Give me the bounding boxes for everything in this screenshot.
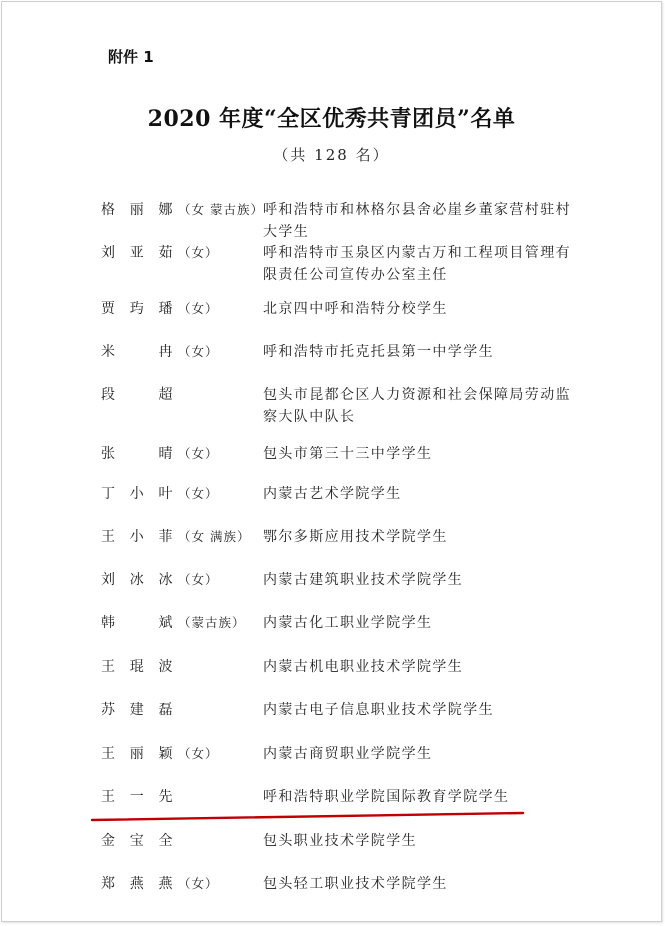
member-attributes: （女）: [178, 746, 219, 761]
member-name: 贾玙璠: [101, 301, 173, 317]
member-attributes: （女）: [178, 301, 219, 316]
red-underline-annotation: [90, 810, 526, 824]
member-description: 包头职业技术学院学生: [263, 833, 417, 849]
member-name: 王小菲: [101, 529, 173, 545]
document-page: [1, 1, 662, 922]
member-name: 丁小叶: [101, 486, 173, 502]
attachment-label: 附件 1: [108, 48, 154, 66]
member-name: 张晴: [101, 446, 173, 462]
member-attributes: （女）: [178, 486, 219, 501]
member-name: 郑燕燕: [101, 876, 173, 892]
member-description: 内蒙古艺术学院学生: [263, 486, 402, 502]
member-name: 段超: [101, 387, 173, 403]
member-attributes: （女）: [178, 572, 219, 587]
member-description: 北京四中呼和浩特分校学生: [263, 301, 448, 317]
member-description: 包头市昆都仑区人力资源和社会保障局劳动监察大队中队长: [263, 387, 571, 425]
member-description: 呼和浩特市玉泉区内蒙古万和工程项目管理有限责任公司宣传办公室主任: [263, 245, 571, 283]
member-description: 内蒙古机电职业技术学院学生: [263, 659, 464, 675]
member-description: 内蒙古商贸职业学院学生: [263, 746, 433, 762]
member-name: 格丽娜: [101, 202, 173, 218]
member-name: 王丽颖: [101, 746, 173, 762]
member-attributes: （女 蒙古族）: [178, 202, 264, 217]
member-name: 王琨波: [101, 659, 173, 675]
member-description: 内蒙古电子信息职业技术学院学生: [263, 702, 494, 718]
member-attributes: （蒙古族）: [178, 615, 246, 630]
member-attributes: （女）: [178, 245, 219, 260]
member-description: 内蒙古建筑职业技术学院学生: [263, 572, 464, 588]
member-attributes: （女 满族）: [178, 529, 251, 544]
member-attributes: （女）: [178, 876, 219, 891]
member-name: 米冉: [101, 344, 173, 360]
member-name: 刘亚茹: [101, 245, 173, 261]
member-name: 苏建磊: [101, 702, 173, 718]
member-name: 王一先: [101, 789, 173, 805]
member-attributes: （女）: [178, 344, 219, 359]
member-description: 内蒙古化工职业学院学生: [263, 615, 433, 631]
member-description: 呼和浩特市托克托县第一中学学生: [263, 344, 494, 360]
member-attributes: （女）: [178, 446, 219, 461]
member-description: 呼和浩特市和林格尔县舍必崖乡董家营村驻村大学生: [263, 202, 571, 240]
page-title: 2020 年度“全区优秀共青团员”名单: [147, 106, 516, 132]
member-description: 鄂尔多斯应用技术学院学生: [263, 529, 448, 545]
member-description: 呼和浩特职业学院国际教育学院学生: [263, 789, 510, 805]
member-description: 包头市第三十三中学学生: [263, 446, 433, 462]
page-subtitle: （共 128 名）: [273, 146, 390, 164]
member-description: 包头轻工职业技术学院学生: [263, 876, 448, 892]
member-name: 刘冰冰: [101, 572, 173, 588]
member-name: 韩斌: [101, 615, 173, 631]
member-name: 金宝全: [101, 833, 173, 849]
